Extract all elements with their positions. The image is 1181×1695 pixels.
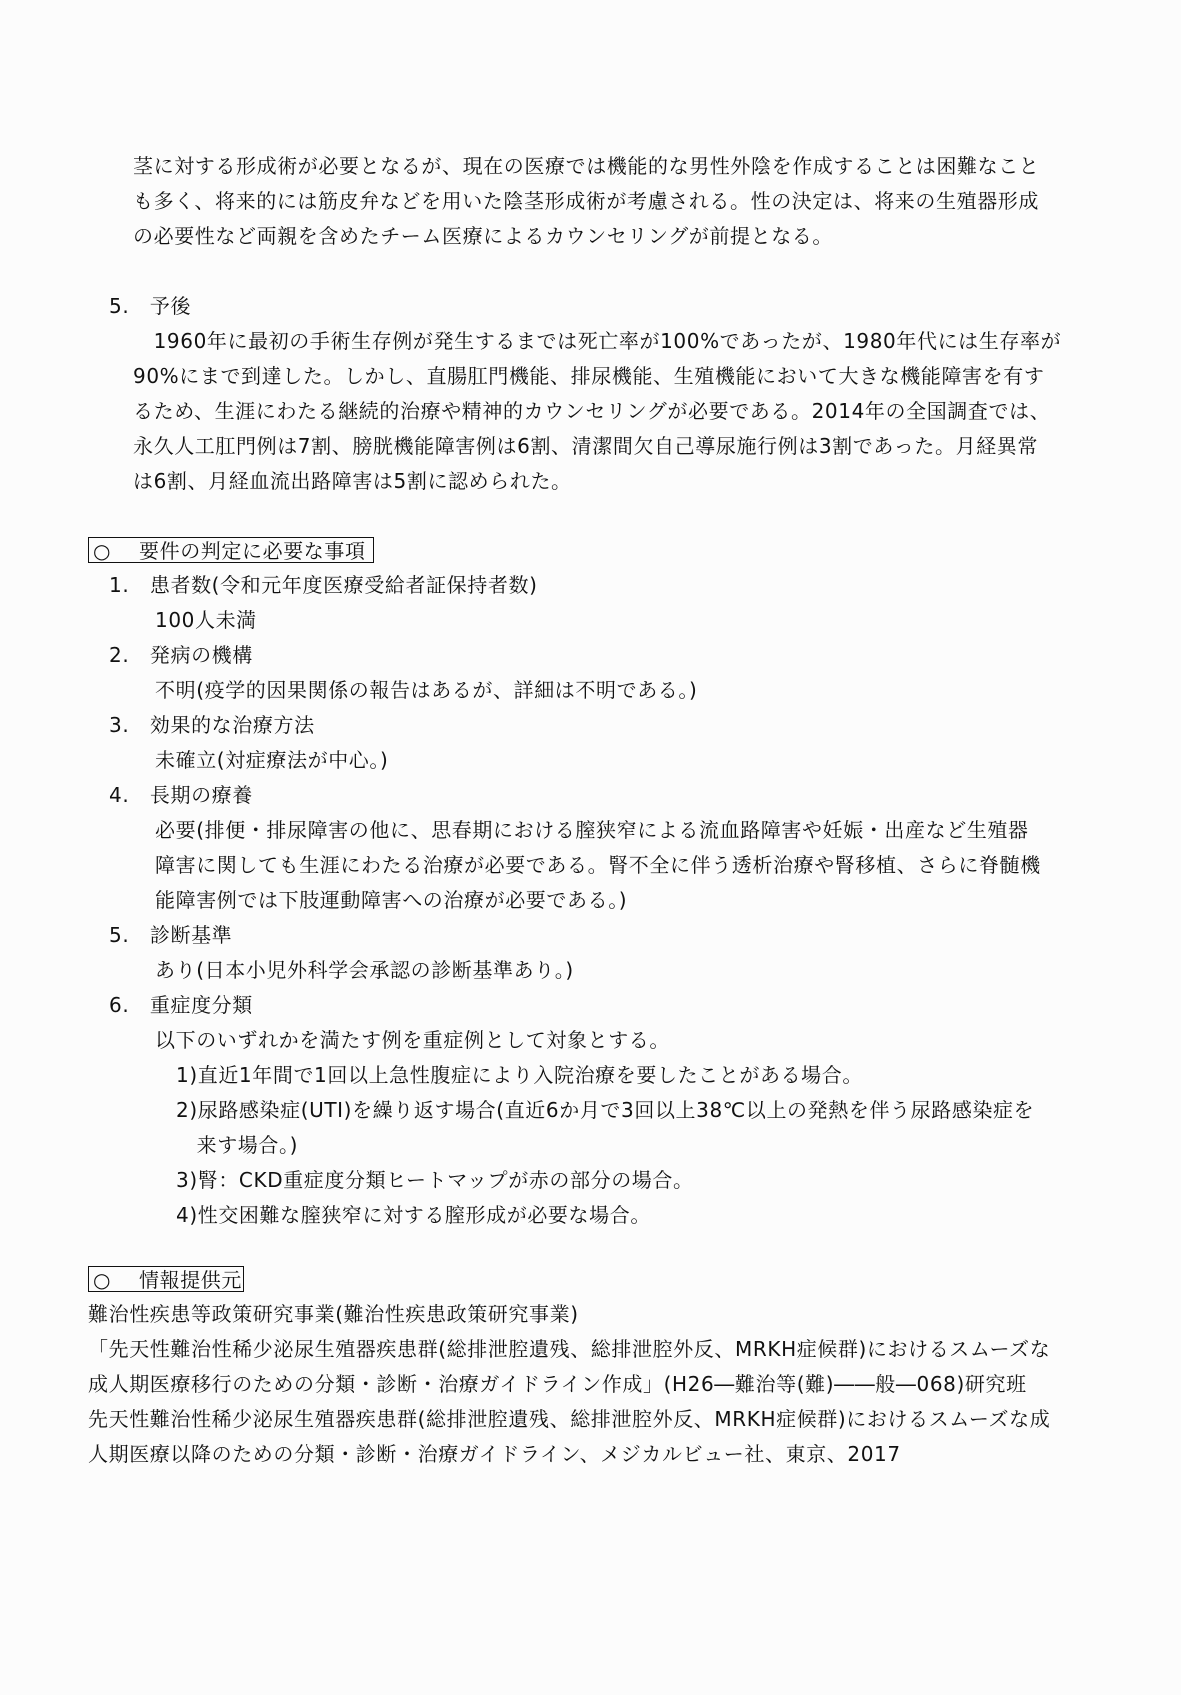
item-body: 不明(疫学的因果関係の報告はあるが、詳細は不明である。) [155, 678, 698, 702]
source-line: 人期医療以降のための分類・診断・治療ガイドライン、メジカルビュー社、東京、2017 [88, 1442, 901, 1466]
criteria-item: 1)直近1年間で1回以上急性腹症により入院治療を要したことがある場合。 [176, 1063, 863, 1087]
section-heading: 5. 予後 [109, 294, 192, 318]
item-heading: 4. 長期の療養 [109, 783, 253, 807]
item-heading: 2. 発病の機構 [109, 643, 253, 667]
section-title: 情報提供元 [139, 1268, 242, 1292]
item-body: 障害に関しても生涯にわたる治療が必要である。腎不全に伴う透析治療や腎移植、さらに脊髄機 [155, 853, 1041, 877]
source-line: 難治性疾患等政策研究事業(難治性疾患政策研究事業) [88, 1302, 579, 1326]
item-body: 未確立(対症療法が中心。) [155, 748, 389, 772]
item-body: 以下のいずれかを満たす例を重症例として対象とする。 [155, 1028, 670, 1052]
item-body: 必要(排便・排尿障害の他に、思春期における膣狭窄による流血路障害や妊娠・出産など生殖器 [155, 818, 1029, 842]
text-line: も多く、将来的には筋皮弁などを用いた陰茎形成術が考慮される。性の決定は、将来の生殖器形成 [133, 189, 1039, 213]
item-body: 能障害例では下肢運動障害への治療が必要である。) [155, 888, 628, 912]
section-title: 要件の判定に必要な事項 [139, 539, 366, 563]
item-heading: 3. 効果的な治療方法 [109, 713, 315, 737]
criteria-item: 3)腎：CKD重症度分類ヒートマップが赤の部分の場合。 [176, 1168, 694, 1192]
circle-marker-icon: ○ [93, 539, 112, 563]
item-body: 100人未満 [155, 608, 257, 632]
source-line: 先天性難治性稀少泌尿生殖器疾患群(総排泄腔遺残、総排泄腔外反、MRKH症候群)におけるスムーズな成 [88, 1407, 1051, 1431]
text-line: は6割、月経血流出路障害は5割に認められた。 [133, 469, 572, 493]
item-body: あり(日本小児外科学会承認の診断基準あり。) [155, 958, 574, 982]
text-line: 90%にまで到達した。しかし、直腸肛門機能、排尿機能、生殖機能において大きな機能障害を有す [133, 364, 1045, 388]
item-heading: 1. 患者数(令和元年度医療受給者証保持者数) [109, 573, 538, 597]
section-title-box [88, 1266, 244, 1292]
item-heading: 5. 診断基準 [109, 923, 233, 947]
criteria-item: 4)性交困難な膣狭窄に対する膣形成が必要な場合。 [176, 1203, 651, 1227]
criteria-item-continued: 来す場合。) [176, 1133, 299, 1157]
item-heading: 6. 重症度分類 [109, 993, 253, 1017]
text-line: 永久人工肛門例は7割、膀胱機能障害例は6割、清潔間欠自己導尿施行例は3割であった。月経異常 [133, 434, 1038, 458]
text-line: るため、生涯にわたる継続的治療や精神的カウンセリングが必要である。2014年の全国調査では、 [133, 399, 1051, 423]
text-line: 茎に対する形成術が必要となるが、現在の医療では機能的な男性外陰を作成することは困難なこと [133, 154, 1040, 178]
section-title-box [88, 537, 374, 563]
text-line: の必要性など両親を含めたチーム医療によるカウンセリングが前提となる。 [133, 224, 833, 248]
source-line: 成人期医療移行のための分類・診断・治療ガイドライン作成」(H26―難治等(難)――般―068)研究班 [88, 1372, 1027, 1396]
criteria-item: 2)尿路感染症(UTI)を繰り返す場合(直近6か月で3回以上38℃以上の発熱を伴う尿路感染症を [176, 1098, 1035, 1122]
text-line: 1960年に最初の手術生存例が発生するまでは死亡率が100%であったが、1980年代には生存率が [133, 329, 1062, 353]
circle-marker-icon: ○ [93, 1268, 112, 1292]
source-line: 「先天性難治性稀少泌尿生殖器疾患群(総排泄腔遺残、総排泄腔外反、MRKH症候群)におけるスムーズな [88, 1337, 1051, 1361]
